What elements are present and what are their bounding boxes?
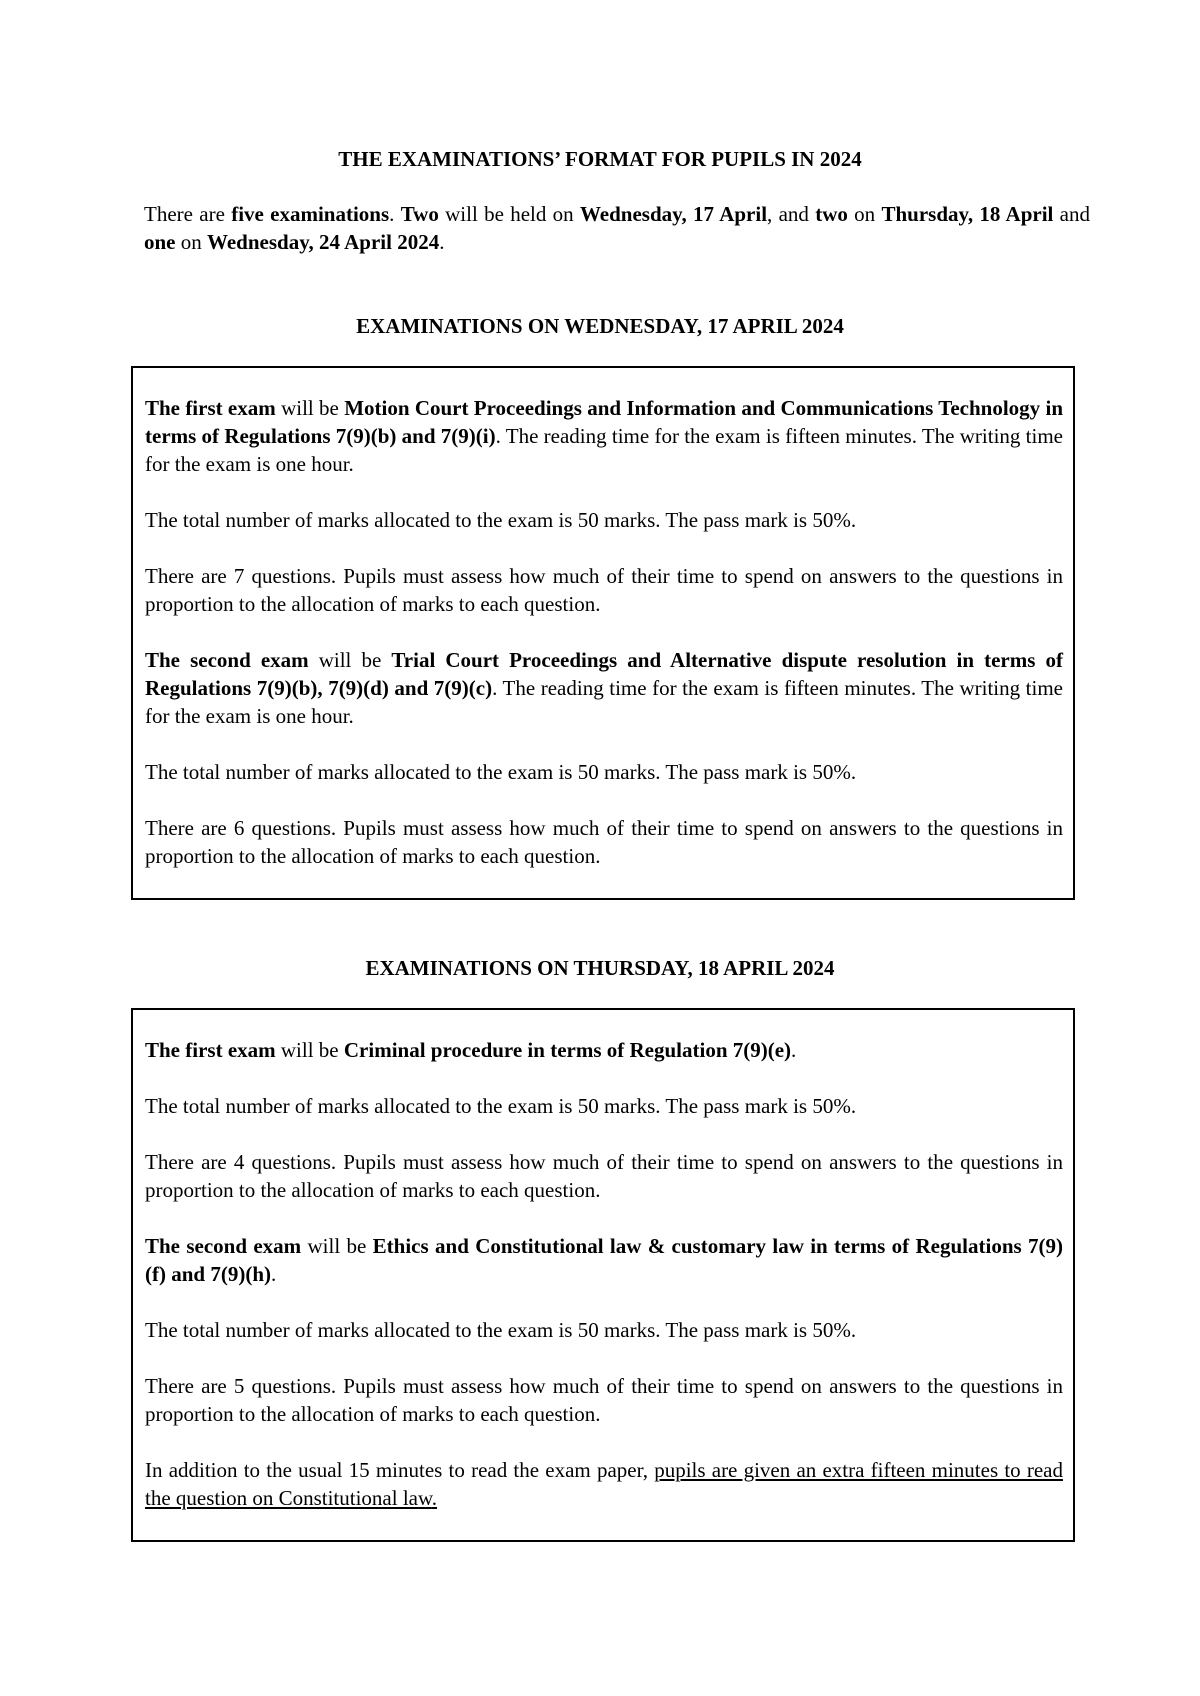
thu-exam1-marks: The total number of marks allocated to the exam is 50 marks. The pass mark is 50%. bbox=[145, 1094, 857, 1118]
intro-bold: five examinations bbox=[231, 202, 390, 226]
intro-text: There are bbox=[144, 202, 232, 226]
thu-exam2-description bbox=[145, 1232, 1063, 1288]
exam-lead: The first exam bbox=[145, 396, 276, 420]
exam-text: will be bbox=[301, 1234, 373, 1258]
exam-subject: Motion Court Proceedings and Information and Communications Technology in terms of Regulations 7(9)(b) and 7(9)(i) bbox=[145, 396, 1064, 448]
intro-bold: two bbox=[815, 202, 848, 226]
wed-exam2-description bbox=[145, 646, 1063, 730]
exam-text: will be bbox=[275, 396, 345, 420]
intro-bold: Wednesday, 24 April 2024 bbox=[207, 230, 440, 254]
intro-bold: one bbox=[144, 230, 176, 254]
thursday-exams-box bbox=[131, 1008, 1075, 1542]
thursday-heading: EXAMINATIONS ON THURSDAY, 18 APRIL 2024 bbox=[365, 956, 835, 980]
addition-end: . bbox=[431, 1486, 438, 1510]
thu-exam1-description bbox=[145, 1036, 1063, 1064]
intro-text: and bbox=[1053, 202, 1090, 226]
wed-exam2-marks: The total number of marks allocated to the exam is 50 marks. The pass mark is 50%. bbox=[145, 760, 857, 784]
intro-text: . bbox=[389, 202, 401, 226]
exam-text: . bbox=[791, 1038, 797, 1062]
intro-text: on bbox=[847, 202, 882, 226]
exam-lead: The first exam bbox=[145, 1038, 276, 1062]
addition-underlined: pupils are given an extra fifteen minutes to read the question on Constitutional law bbox=[145, 1458, 1063, 1510]
exam-text: will be bbox=[308, 648, 392, 672]
intro-text: will be held on bbox=[438, 202, 580, 226]
exam-subject: Trial Court Proceedings and Alternative dispute resolution in terms of Regulations 7(9)(b), 7(9)(d) and 7(9)(c) bbox=[145, 648, 1063, 700]
intro-bold: Wednesday, 17 April bbox=[579, 202, 768, 226]
exam-text: . bbox=[271, 1262, 277, 1286]
exam-text: . The reading time for the exam is fifteen minutes. The writing time for the exam is one hour. bbox=[145, 676, 1063, 728]
exam-lead: The second exam bbox=[145, 648, 309, 672]
exam-text: will be bbox=[275, 1038, 344, 1062]
intro-text: on bbox=[175, 230, 207, 254]
thu-exam2-questions: There are 5 questions. Pupils must assess how much of their time to spend on answers to the questions in proportion to the allocation of marks to each question. bbox=[145, 1374, 1063, 1426]
exam-lead: The second exam bbox=[145, 1234, 302, 1258]
exam-subject: Criminal procedure in terms of Regulation 7(9)(e) bbox=[343, 1038, 792, 1062]
thu-addition-note bbox=[145, 1456, 1063, 1512]
intro-text: , and bbox=[767, 202, 816, 226]
intro-bold: Two bbox=[400, 202, 439, 226]
wed-exam1-marks: The total number of marks allocated to the exam is 50 marks. The pass mark is 50%. bbox=[145, 508, 857, 532]
wed-exam1-questions: There are 7 questions. Pupils must assess how much of their time to spend on answers to the questions in proportion to the allocation of marks to each question. bbox=[145, 564, 1063, 616]
addition-text: In addition to the usual 15 minutes to read the exam paper, bbox=[145, 1458, 655, 1482]
thu-exam2-marks: The total number of marks allocated to the exam is 50 marks. The pass mark is 50%. bbox=[145, 1318, 857, 1342]
intro-bold: Thursday, 18 April bbox=[881, 202, 1054, 226]
exam-text: . The reading time for the exam is fifteen minutes. The writing time for the exam is one hour. bbox=[145, 424, 1063, 476]
intro-text: . bbox=[439, 230, 445, 254]
thu-exam1-questions: There are 4 questions. Pupils must assess how much of their time to spend on answers to the questions in proportion to the allocation of marks to each question. bbox=[145, 1150, 1063, 1202]
document-title: THE EXAMINATIONS’ FORMAT FOR PUPILS IN 2024 bbox=[338, 147, 862, 171]
exam-subject: Ethics and Constitutional law & customary law in terms of Regulations 7(9)(f) and 7(9)(h) bbox=[145, 1234, 1064, 1286]
intro-paragraph bbox=[144, 200, 1090, 256]
wednesday-exams-box bbox=[131, 366, 1075, 900]
wed-exam2-questions: There are 6 questions. Pupils must assess how much of their time to spend on answers to the questions in proportion to the allocation of marks to each question. bbox=[145, 816, 1063, 868]
wed-exam1-description bbox=[145, 394, 1063, 478]
wednesday-heading: EXAMINATIONS ON WEDNESDAY, 17 APRIL 2024 bbox=[356, 314, 844, 338]
